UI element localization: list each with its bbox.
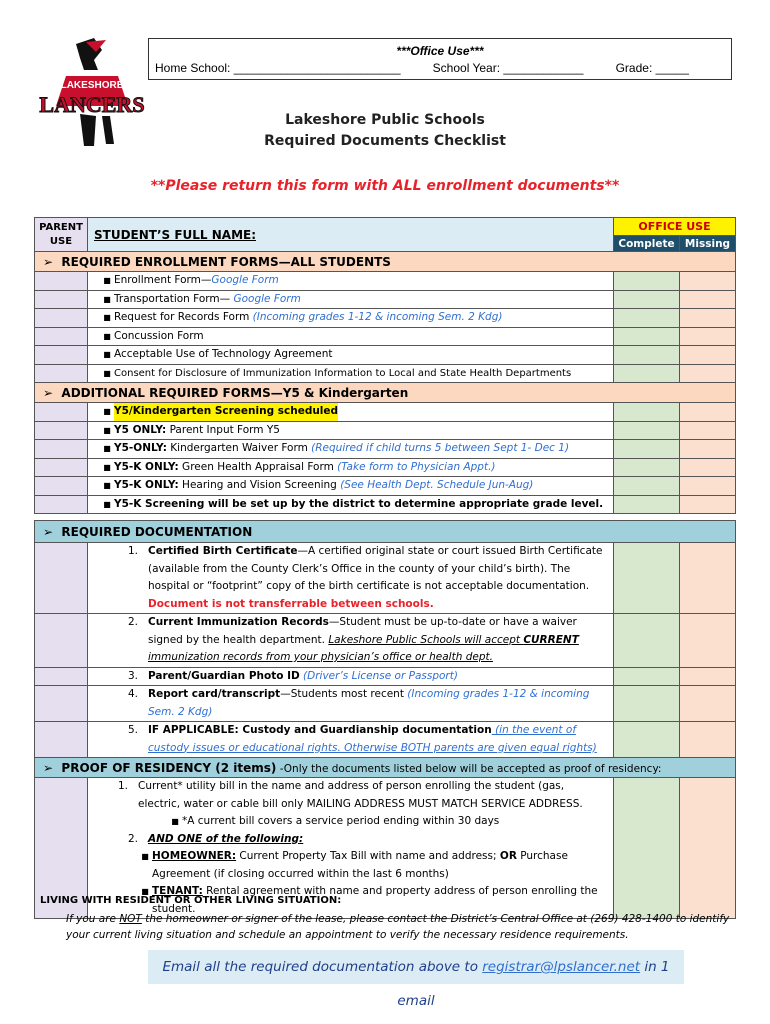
missing-cell[interactable]	[680, 309, 736, 328]
complete-header: Complete	[614, 236, 680, 252]
complete-cell[interactable]	[614, 290, 680, 309]
missing-cell[interactable]	[680, 290, 736, 309]
checklist-table	[34, 217, 736, 514]
parent-check-cell[interactable]	[35, 309, 88, 328]
parent-check-cell[interactable]	[35, 477, 88, 496]
complete-cell[interactable]	[614, 364, 680, 383]
complete-cell[interactable]	[614, 403, 680, 422]
parent-check-cell[interactable]	[35, 722, 88, 758]
table-row: 3. Parent/Guardian Photo ID (Driver’s License or Passport)	[35, 667, 736, 686]
complete-cell[interactable]	[614, 346, 680, 365]
missing-cell[interactable]	[680, 440, 736, 459]
parent-check-cell[interactable]	[35, 364, 88, 383]
section-title: REQUIRED DOCUMENTATION	[61, 524, 253, 539]
logo-text-top: LAKESHORE	[60, 80, 124, 91]
missing-cell[interactable]	[680, 543, 736, 614]
parent-check-cell[interactable]	[35, 667, 88, 686]
home-school-field[interactable]: Home School: _________________________	[155, 61, 401, 75]
table-row: ■ Consent for Disclosure of Immunization Information to Local and State Health Departments	[35, 364, 736, 383]
section-title: ADDITIONAL REQUIRED FORMS—Y5 & Kindergarten	[61, 385, 409, 400]
table-row: ■ Y5-K Screening will be set up by the district to determine appropriate grade level.	[35, 495, 736, 514]
table-row: ■ Y5-K ONLY: Green Health Appraisal Form (Take form to Physician Appt.)	[35, 458, 736, 477]
missing-cell[interactable]	[680, 686, 736, 722]
missing-cell[interactable]	[680, 778, 736, 919]
logo-text-main: LANCERS	[39, 92, 145, 117]
parent-check-cell[interactable]	[35, 290, 88, 309]
complete-cell[interactable]	[614, 686, 680, 722]
missing-cell[interactable]	[680, 667, 736, 686]
missing-cell[interactable]	[680, 272, 736, 291]
table-row: 1. Current* utility bill in the name and address of person enrolling the student (gas, electric, water or cable bill only MAILING ADDRESS MUST MATCH SERVICE ADDRESS. ■ *A current bill covers a service period ending within 30 days 2. AND ONE of the following: ■ HOMEOWNER: Current Property Tax Bill with name and address; OR Purchase Agreement (if closing occurred within the last 6 months) ■ TENANT: Rental agreement with name and property address of person enrolling the student.	[35, 778, 736, 919]
complete-cell[interactable]	[614, 667, 680, 686]
missing-cell[interactable]	[680, 346, 736, 365]
missing-cell[interactable]	[680, 477, 736, 496]
complete-cell[interactable]	[614, 309, 680, 328]
missing-cell[interactable]	[680, 421, 736, 440]
table-row: ■ Enrollment Form—Google Form	[35, 272, 736, 291]
complete-cell[interactable]	[614, 722, 680, 758]
missing-cell[interactable]	[680, 327, 736, 346]
missing-cell[interactable]	[680, 364, 736, 383]
table-row: ■ Acceptable Use of Technology Agreement	[35, 346, 736, 365]
table-row: ■ Concussion Form	[35, 327, 736, 346]
table-row: 2. Current Immunization Records—Student must be up-to-date or have a waiver signed by the health department. Lakeshore Public Schools will accept CURRENT immunization records from your physician’s office or health dept.	[35, 614, 736, 668]
table-row: ■ Y5-ONLY: Kindergarten Waiver Form (Required if child turns 5 between Sept 1- Dec 1)	[35, 440, 736, 459]
parent-check-cell[interactable]	[35, 421, 88, 440]
section-y5-k-forms: ➢ ADDITIONAL REQUIRED FORMS—Y5 & Kindergarten	[35, 383, 736, 403]
section-title: REQUIRED ENROLLMENT FORMS—ALL STUDENTS	[61, 254, 391, 269]
living-situation-title: LIVING WITH RESIDENT OR OTHER LIVING SITUATION:	[40, 895, 342, 906]
complete-cell[interactable]	[614, 327, 680, 346]
parent-check-cell[interactable]	[35, 440, 88, 459]
missing-cell[interactable]	[680, 403, 736, 422]
table-row: ■ Y5/Kindergarten Screening scheduled	[35, 403, 736, 422]
parent-check-cell[interactable]	[35, 272, 88, 291]
parent-check-cell[interactable]	[35, 543, 88, 614]
district-title: Lakeshore Public Schools	[285, 112, 485, 128]
section-required-documentation: ➢ REQUIRED DOCUMENTATION	[35, 521, 736, 543]
complete-cell[interactable]	[614, 440, 680, 459]
lancers-logo	[36, 36, 148, 148]
parent-use-header: PARENT USE	[35, 218, 88, 252]
missing-header: Missing	[680, 236, 736, 252]
complete-cell[interactable]	[614, 543, 680, 614]
missing-cell[interactable]	[680, 458, 736, 477]
table-row: 5. IF APPLICABLE: Custody and Guardianship documentation (in the event of custody issues or educational rights. Otherwise BOTH parents are given equal rights)	[35, 722, 736, 758]
missing-cell[interactable]	[680, 495, 736, 514]
registrar-email-link[interactable]: registrar@lpslancer.net	[482, 959, 641, 975]
table-row: 4. Report card/transcript—Students most recent (Incoming grades 1-12 & incoming Sem. 2 Kdg)	[35, 686, 736, 722]
table-row: ■ Transportation Form— Google Form	[35, 290, 736, 309]
table-row: ■ Request for Records Form (Incoming grades 1-12 & incoming Sem. 2 Kdg)	[35, 309, 736, 328]
missing-cell[interactable]	[680, 722, 736, 758]
table-row: ■ Y5-K ONLY: Hearing and Vision Screening (See Health Dept. Schedule Jun-Aug)	[35, 477, 736, 496]
parent-check-cell[interactable]	[35, 346, 88, 365]
documentation-table	[34, 520, 736, 919]
office-use-header: OFFICE USE	[614, 218, 736, 236]
complete-cell[interactable]	[614, 272, 680, 291]
complete-cell[interactable]	[614, 477, 680, 496]
checklist-title: Required Documents Checklist	[264, 133, 506, 149]
table-row: 1. Certified Birth Certificate—A certified original state or court issued Birth Certificate (available from the County Clerk’s Office in the county of your child’s birth). The hospital or “footprint” copy of the birth certificate is not acceptable documentation. Document is not transferrable between schools.	[35, 543, 736, 614]
parent-check-cell[interactable]	[35, 458, 88, 477]
parent-check-cell[interactable]	[35, 403, 88, 422]
missing-cell[interactable]	[680, 614, 736, 668]
complete-cell[interactable]	[614, 778, 680, 919]
parent-check-cell[interactable]	[35, 614, 88, 668]
table-row: ■ Y5 ONLY: Parent Input Form Y5	[35, 421, 736, 440]
school-year-field[interactable]: School Year: ____________	[432, 61, 584, 75]
section-enrollment-forms: ➢ REQUIRED ENROLLMENT FORMS—ALL STUDENTS	[35, 252, 736, 272]
email-instruction: Email all the required documentation above to registrar@lpslancer.net in 1 email	[148, 950, 684, 984]
complete-cell[interactable]	[614, 614, 680, 668]
grade-field[interactable]: Grade: _____	[615, 61, 689, 75]
complete-cell[interactable]	[614, 458, 680, 477]
complete-cell[interactable]	[614, 495, 680, 514]
parent-check-cell[interactable]	[35, 495, 88, 514]
living-situation-text: If you are NOT the homeowner or signer of the lease, please contact the District’s Central Office at (269) 428-1400 to identify your current living situation and schedule an appointment to verify the necessary residence requirements.	[66, 913, 730, 941]
complete-cell[interactable]	[614, 421, 680, 440]
return-note: **Please return this form with ALL enrollment documents**	[150, 178, 620, 194]
section-proof-of-residency: ➢ PROOF OF RESIDENCY (2 items) -Only the documents listed below will be accepted as proof of residency:	[35, 758, 736, 778]
parent-check-cell[interactable]	[35, 327, 88, 346]
office-use-box	[148, 38, 732, 80]
student-name-field[interactable]: STUDENT’S FULL NAME:	[88, 218, 614, 252]
office-use-title: ***Office Use***	[396, 44, 484, 58]
parent-check-cell[interactable]	[35, 686, 88, 722]
